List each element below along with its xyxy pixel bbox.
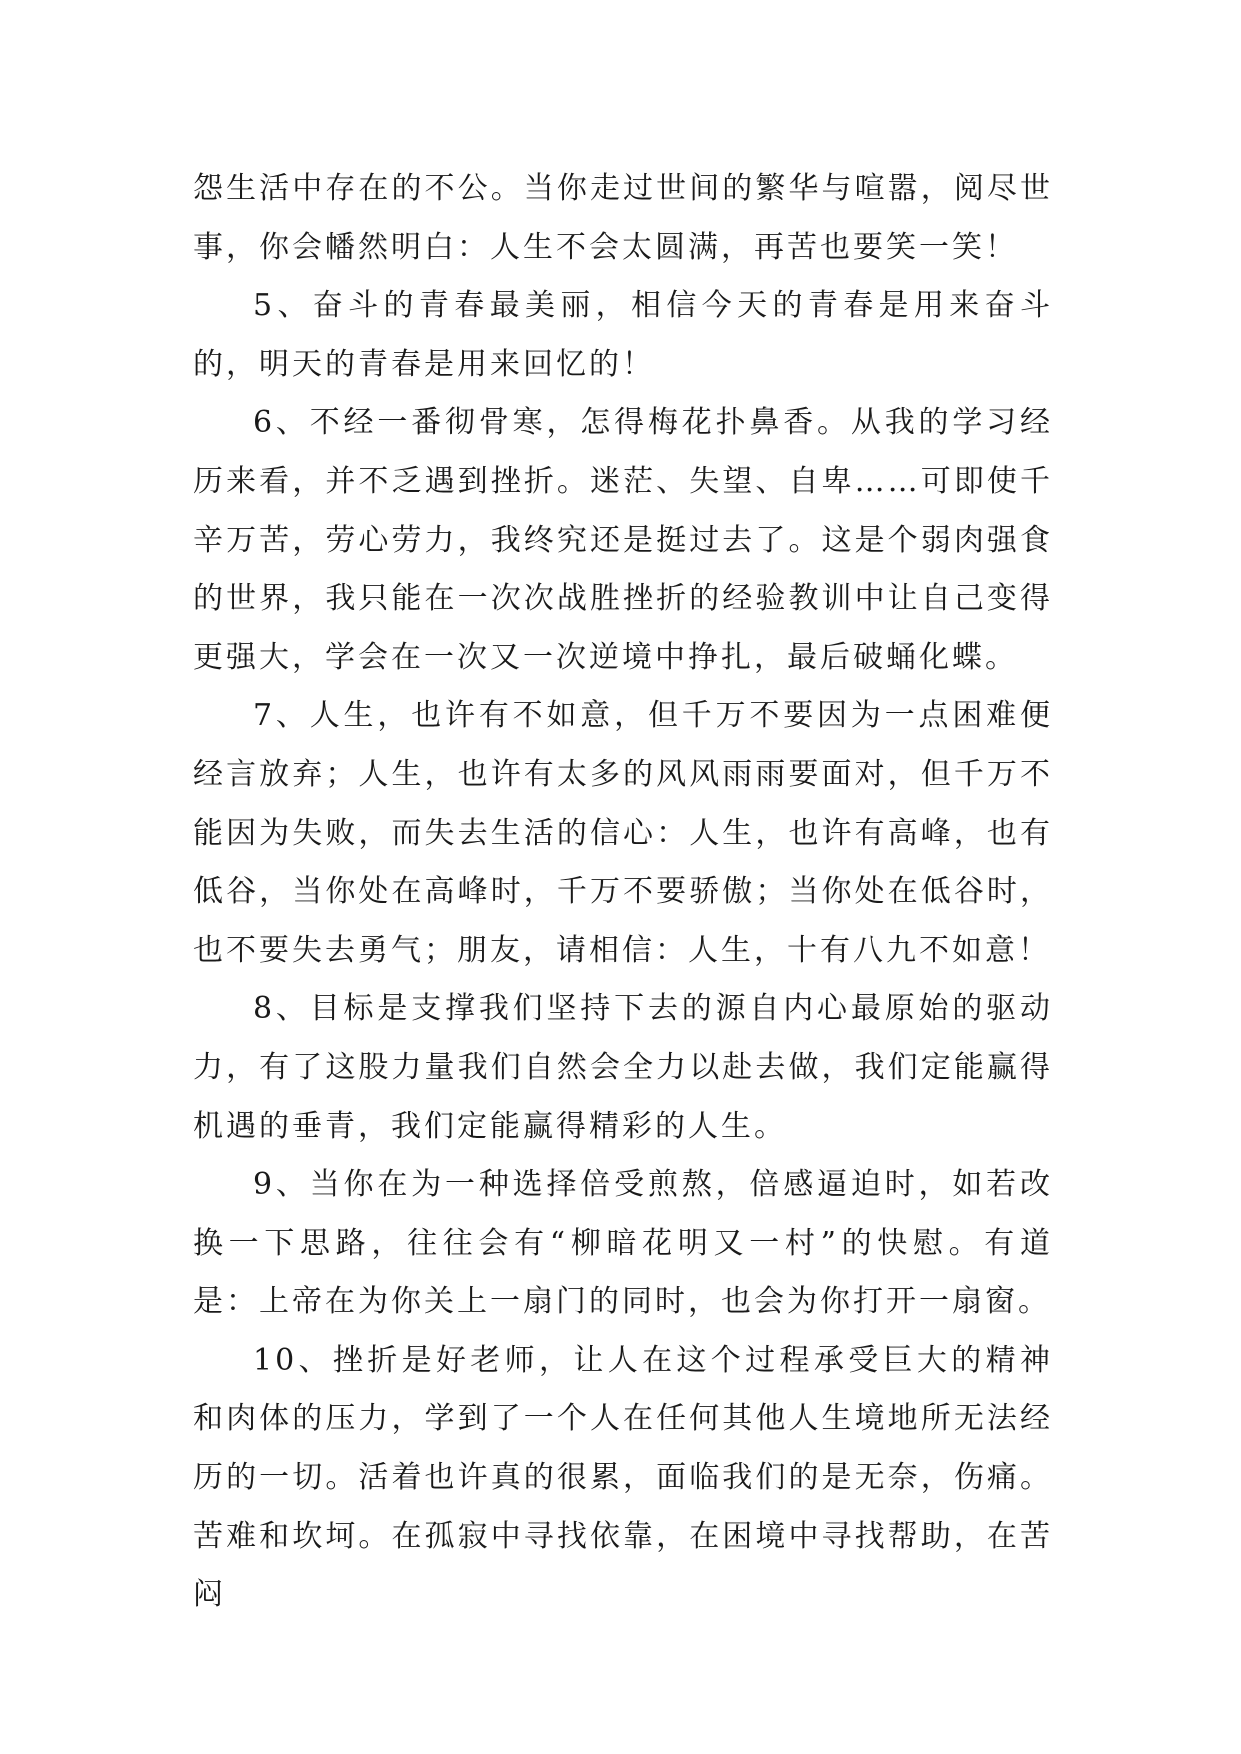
paragraph-10: 10、挫折是好老师，让人在这个过程承受巨大的精神和肉体的压力，学到了一个人在任何其他人生境地所无法经历的一切。活着也许真的很累，面临我们的是无奈，伤痛。苦难和坎坷。在孤寂中寻找依靠，在困境中寻找帮助，在苦闷 <box>193 1342 1053 1613</box>
paragraph-5: 5、奋斗的青春最美丽，相信今天的青春是用来奋斗的，明天的青春是用来回忆的！ <box>193 288 1053 382</box>
paragraph-7: 7、人生，也许有不如意，但千万不要因为一点困难便经言放弃；人生，也许有太多的风风雨雨要面对，但千万不能因为失败，而失去生活的信心：人生，也许有高峰，也有低谷，当你处在高峰时，千万不要骄傲；当你处在低谷时，也不要失去勇气；朋友，请相信：人生，十有八九不如意！ <box>193 698 1053 968</box>
paragraph-8: 8、目标是支撑我们坚持下去的源自内心最原始的驱动力，有了这股力量我们自然会全力以赴去做，我们定能赢得机遇的垂青，我们定能赢得精彩的人生。 <box>193 991 1053 1144</box>
paragraph-9: 9、当你在为一种选择倍受煎熬，倍感逼迫时，如若改换一下思路，往往会有“柳暗花明又一村”的快慰。有道是：上帝在为你关上一扇门的同时，也会为你打开一扇窗。 <box>193 1167 1053 1320</box>
paragraph-continued: 怨生活中存在的不公。当你走过世间的繁华与喧嚣，阅尽世事，你会幡然明白：人生不会太圆满，再苦也要笑一笑！ <box>193 171 1053 265</box>
paragraph-6: 6、不经一番彻骨寒，怎得梅花扑鼻香。从我的学习经历来看，并不乏遇到挫折。迷茫、失望、自卑……可即使千辛万苦，劳心劳力，我终究还是挺过去了。这是个弱肉强食的世界，我只能在一次次战胜挫折的经验教训中让自己变得更强大，学会在一次又一次逆境中挣扎，最后破蛹化蝶。 <box>193 405 1053 675</box>
document-body <box>193 160 1053 1625</box>
